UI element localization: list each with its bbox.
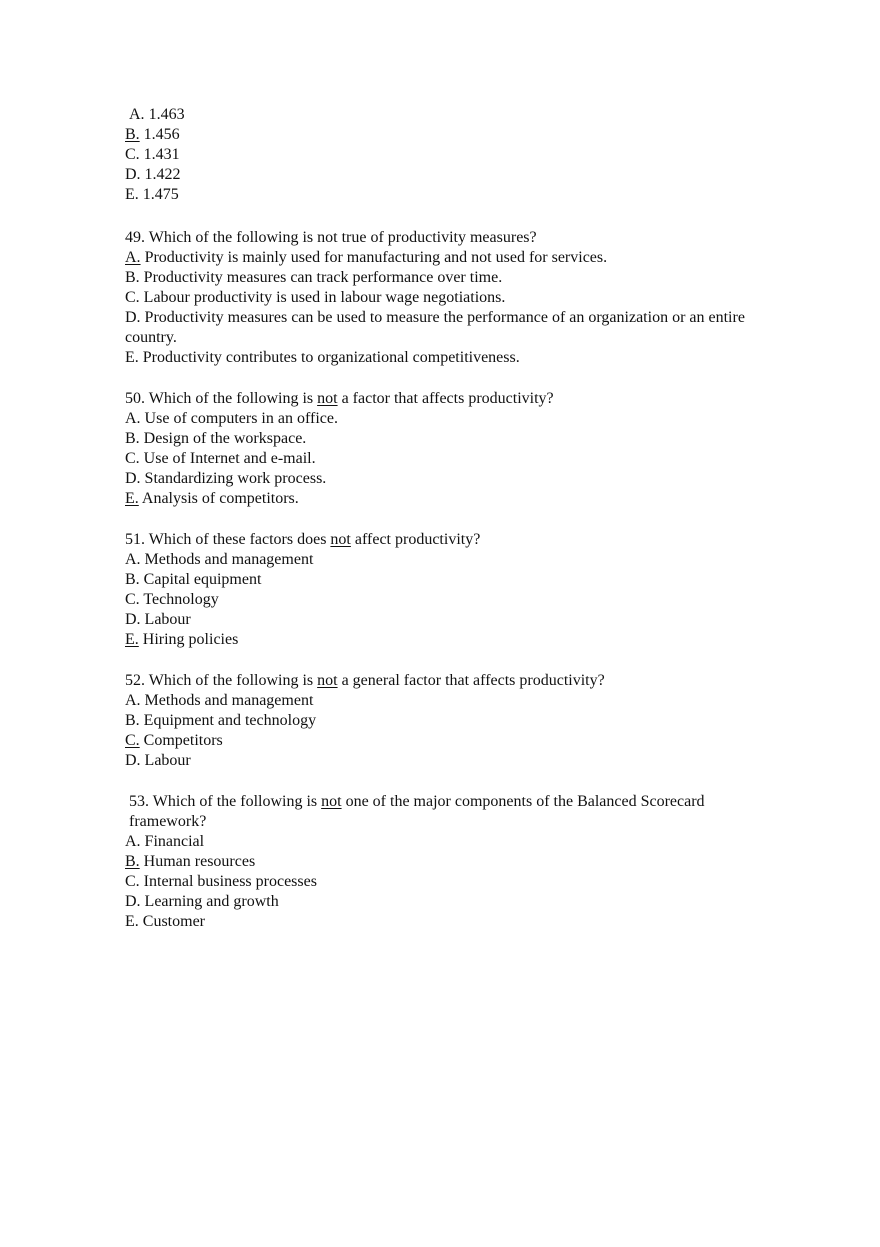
option-d: D. Productivity measures can be used to measure the performance of an organization or an entire country. <box>125 309 749 346</box>
answer-marker: C. <box>125 732 140 749</box>
question-53 <box>125 792 765 932</box>
question-48-options <box>125 105 765 205</box>
option-d: D. Labour <box>125 611 191 628</box>
option-e: E. Productivity contributes to organizational competitiveness. <box>125 349 520 366</box>
answer-marker: B. <box>125 853 140 870</box>
option-text: 1.456 <box>139 126 180 143</box>
emphasis-not: not <box>330 531 351 548</box>
option-c: C. Technology <box>125 591 219 608</box>
option-a-answer <box>125 248 765 268</box>
option-text: Competitors <box>139 732 223 749</box>
option-d: D. Labour <box>125 752 191 769</box>
option-text: Human resources <box>139 853 256 870</box>
option-b: B. Productivity measures can track performance over time. <box>125 269 503 286</box>
option-b-answer <box>125 852 765 872</box>
answer-marker: A. <box>125 249 141 266</box>
emphasis-not: not <box>321 793 342 810</box>
option-b-answer <box>125 125 765 145</box>
option-a: A. Financial <box>125 833 205 850</box>
option-c: C. Use of Internet and e-mail. <box>125 450 316 467</box>
question-text: 49. Which of the following is not true of productivity measures? <box>125 229 537 246</box>
option-e: E. 1.475 <box>125 186 179 203</box>
option-d: D. 1.422 <box>125 166 181 183</box>
question-51 <box>125 530 765 650</box>
option-c: C. 1.431 <box>125 146 180 163</box>
option-text: Productivity is mainly used for manufacturing and not used for services. <box>140 249 608 266</box>
option-e-answer <box>125 630 765 650</box>
question-text: 52. Which of the following is not a general factor that affects productivity? <box>125 672 605 689</box>
option-a: A. Methods and management <box>125 692 314 709</box>
option-c: C. Labour productivity is used in labour wage negotiations. <box>125 289 506 306</box>
option-d: D. Standardizing work process. <box>125 470 327 487</box>
answer-marker: E. <box>125 490 139 507</box>
emphasis-not: not <box>317 390 338 407</box>
option-a: A. Use of computers in an office. <box>125 410 338 427</box>
option-c-answer <box>125 731 765 751</box>
option-b: B. Equipment and technology <box>125 712 317 729</box>
question-50 <box>125 389 765 509</box>
answer-marker: B. <box>125 126 140 143</box>
option-e: E. Customer <box>125 913 205 930</box>
question-text: 50. Which of the following is not a factor that affects productivity? <box>125 390 554 407</box>
question-49 <box>125 228 765 368</box>
question-52 <box>125 671 765 771</box>
option-a: A. Methods and management <box>125 551 314 568</box>
option-b: B. Design of the workspace. <box>125 430 307 447</box>
option-text: 1.463 <box>144 106 185 123</box>
option-a <box>125 105 765 125</box>
option-text: Analysis of competitors. <box>138 490 299 507</box>
answer-marker: E. <box>125 631 139 648</box>
option-e-answer <box>125 489 765 509</box>
option-c: C. Internal business processes <box>125 873 317 890</box>
option-letter: A. <box>129 106 145 123</box>
option-b: B. Capital equipment <box>125 571 262 588</box>
document-page <box>125 105 765 953</box>
option-d: D. Learning and growth <box>125 893 279 910</box>
emphasis-not: not <box>317 672 338 689</box>
option-text: Hiring policies <box>138 631 239 648</box>
question-text: 51. Which of these factors does not affect productivity? <box>125 531 481 548</box>
question-text: 53. Which of the following is not one of the major components of the Balanced Scorecard framework? <box>129 793 709 830</box>
